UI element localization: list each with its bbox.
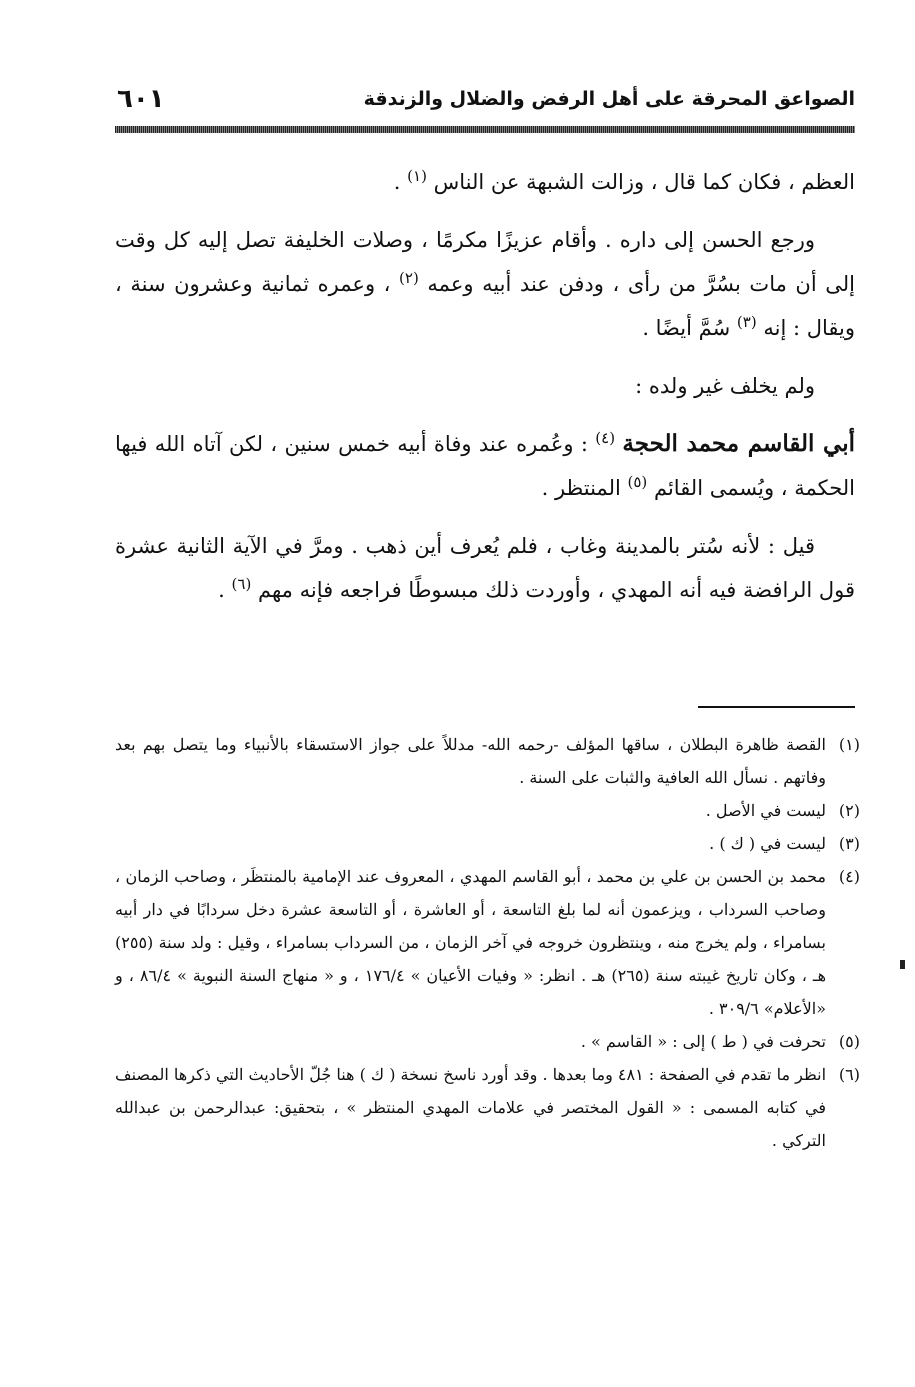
paragraph-2-part-1: ورجع الحسن إلى داره . وأقام عزيزًا مكرمًا ، وصلات الخليفة تصل إليه كل وقت إلى أن مات بسُرَّ من رأى ، ودفن عند أبيه وعمه [115, 228, 855, 296]
footnote-6 [115, 1058, 860, 1157]
header-rule [115, 126, 855, 133]
footnote-text: ليست في ( ك ) . [709, 834, 826, 853]
footnote-number: (٢) [838, 801, 860, 820]
footnote-5 [115, 1025, 860, 1058]
footnote-separator [698, 706, 855, 708]
footnote-1 [115, 728, 860, 794]
footnote-text: انظر ما تقدم في الصفحة : ٤٨١ وما بعدها . وقد أورد ناسخ نسخة ( ك ) هنا جُلّ الأحاديث التي ذكرها المصنف في كتابه المسمى : « القول المختصر في علامات المهدي المنتظر » ، بتحقيق: عبدالرحمن بن عبدالله التركي . [115, 1065, 827, 1150]
running-title: الصواعق المحرقة على أهل الرفض والضلال والزندقة [363, 88, 855, 110]
footnote-ref-1[interactable]: (١) [407, 167, 427, 185]
paragraph-1 [115, 160, 855, 204]
footnote-ref-5[interactable]: (٥) [627, 473, 648, 491]
paragraph-5-text: قيل : لأنه سُتر بالمدينة وغاب ، فلم يُعرف أين ذهب . ومرَّ في الآية الثانية عشرة قول الرافضة فيه أنه المهدي ، وأوردت ذلك مبسوطًا فراجعه فإنه مهم [115, 534, 855, 602]
footnote-text: القصة ظاهرة البطلان ، ساقها المؤلف -رحمه الله- مدللاً على جواز الاستسقاء بالأنبياء وما يتصل بهم بعد وفاتهم . نسأل الله العافية والثبات على السنة . [115, 735, 826, 787]
main-text [115, 160, 855, 626]
paragraph-5-end: . [218, 578, 225, 602]
footnote-3 [115, 827, 860, 860]
paragraph-3-text: ولم يخلف غير ولده : [635, 374, 815, 398]
paragraph-1-text: العظم ، فكان كما قال ، وزالت الشبهة عن الناس [433, 170, 855, 194]
paragraph-2 [115, 218, 855, 350]
footnote-4 [115, 860, 860, 1025]
footnote-text: تحرفت في ( ط ) إلى : « القاسم » . [580, 1032, 826, 1051]
footnote-text: محمد بن الحسن بن علي بن محمد ، أبو القاسم المهدي ، المعروف عند الإمامية بالمنتظَر ، وصاحب الزمان ، وصاحب السرداب ، ويزعمون أنه لما بلغ التاسعة ، أو العاشرة ، أو التاسعة عشرة دخل سردابًا في دار أبيه بسامراء ، ولم يخرج منه ، وينتظرون خروجه في آخر الزمان ، من السرداب بسامراء ، وقيل : ولد سنة (٢٥٥) هـ ، وكان تاريخ غيبته سنة (٢٦٥) هـ . انظر: « وفيات الأعيان » ١٧٦/٤ ، و « منهاج السنة النبوية » ٨٦/٤ ، و «الأعلام» ٣٠٩/٦ . [115, 867, 827, 1018]
scan-edge-mark [900, 960, 905, 969]
paragraph-4-part-2: المنتظر . [541, 476, 621, 500]
footnotes [115, 728, 860, 1157]
paragraph-3 [115, 364, 855, 408]
paragraph-4-part-1: : وعُمره عند وفاة أبيه خمس سنين ، لكن آتاه الله فيها الحكمة ، ويُسمى القائم [115, 432, 855, 500]
footnote-ref-4[interactable]: (٤) [595, 429, 616, 447]
footnote-ref-3[interactable]: (٣) [736, 313, 757, 331]
paragraph-4 [115, 422, 855, 510]
bold-name: أبي القاسم محمد الحجة [622, 430, 855, 457]
paragraph-1-end: . [393, 170, 401, 194]
footnote-number: (١) [838, 735, 860, 754]
footnote-number: (٣) [838, 834, 860, 853]
footnote-text: ليست في الأصل . [705, 801, 826, 820]
footnote-ref-6[interactable]: (٦) [231, 575, 252, 593]
page-header [115, 82, 855, 122]
footnote-2 [115, 794, 860, 827]
paragraph-2-part-3: سُمَّ أيضًا . [642, 316, 731, 340]
footnote-number: (٤) [838, 867, 860, 886]
footnote-ref-2[interactable]: (٢) [399, 269, 419, 287]
paragraph-5 [115, 524, 855, 612]
paragraph-2-part-2: ، وعمره ثمانية وعشرون سنة ، ويقال : إنه [115, 272, 855, 340]
footnote-number: (٦) [838, 1065, 861, 1084]
footnote-number: (٥) [838, 1032, 860, 1051]
page-number: ٦٠١ [117, 84, 165, 114]
